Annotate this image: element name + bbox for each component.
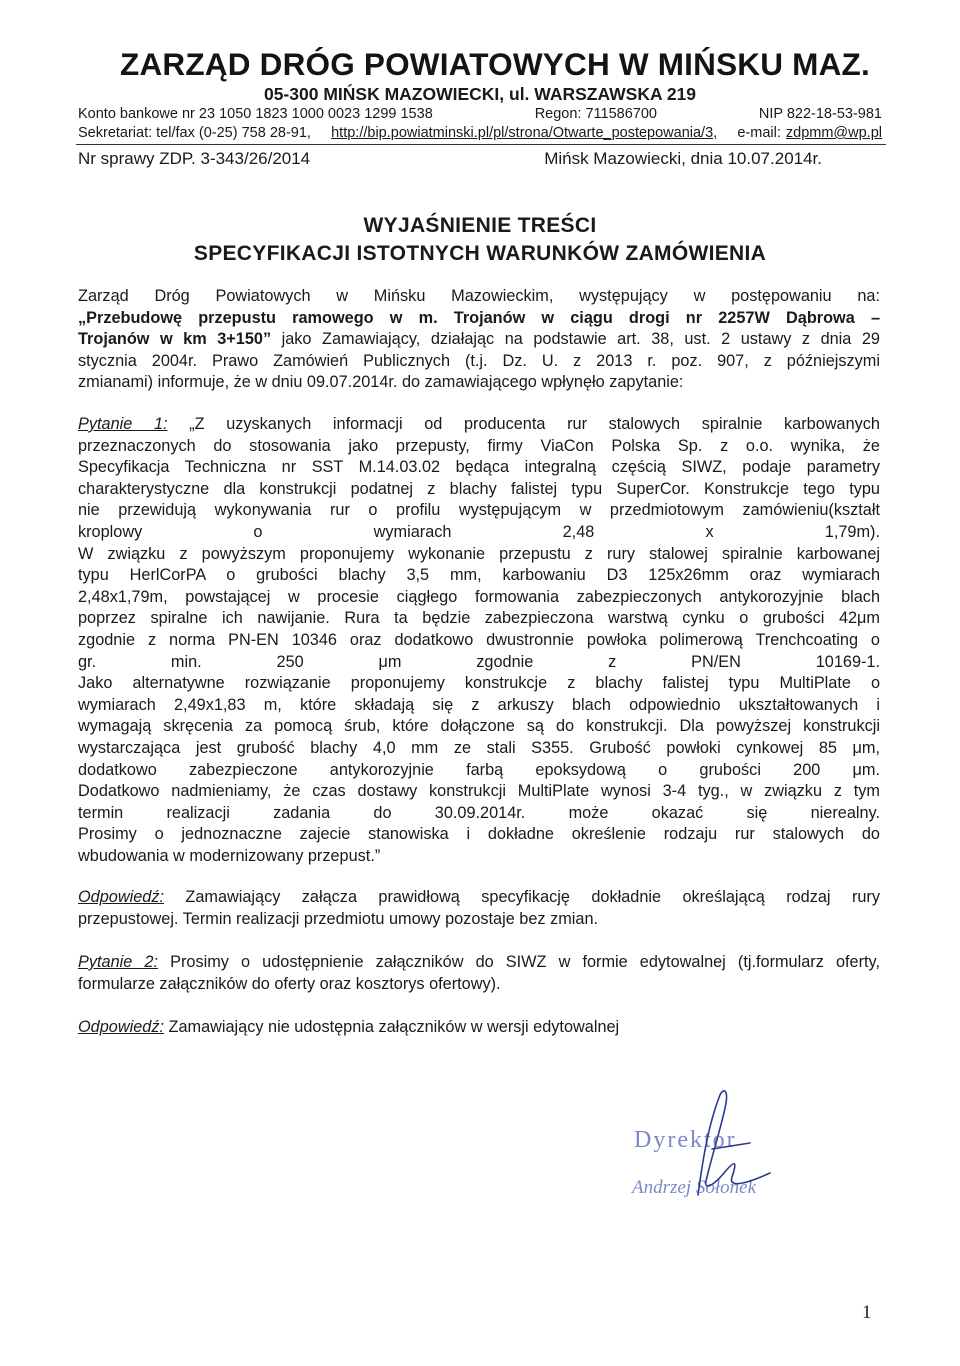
project-name-end: Trojanów w km 3+150”: [78, 330, 272, 349]
intro-line: zmianami) informuje, że w dniu 09.07.2014r. do zamawiającego wpłynęło zapytanie:: [78, 373, 684, 392]
text-line: [78, 457, 880, 479]
line-text: wymiarach 2,49x1,83 m, które składają się z arkuszy blach odpowiednio ukształtowanych i: [78, 695, 880, 714]
question-label: Pytanie 2:: [78, 953, 158, 971]
page-number: 1: [862, 1302, 872, 1323]
question-2-block: [78, 952, 880, 995]
regon-number: Regon: 711586700: [534, 106, 657, 122]
text-line: [78, 824, 880, 846]
email-link[interactable]: zdpmm@wp.pl: [785, 125, 882, 141]
line-text: kroplowy o wymiarach 2,48 x 1,79m).: [78, 522, 880, 541]
text-line: [78, 846, 880, 868]
line-text: W związku z powyższym proponujemy wykonanie przepustu z rury stalowej spiralnie karbowanej: [78, 544, 880, 563]
line-text: Zamawiający nie udostępnia załączników w wersji edytowalnej: [163, 1018, 620, 1036]
text-line: [78, 738, 880, 760]
text-line: [78, 479, 880, 501]
line-text: Prosimy o jednoznaczne zajecie stanowiska i dokładne określenie rodzaju rur stalowych do: [78, 825, 880, 844]
text-line: [78, 760, 880, 782]
intro-line: stycznia 2004r. Prawo Zamówień Publicznych (t.j. Dz. U. z 2013 r. poz. 907, z późniejszymi: [78, 351, 880, 370]
intro-line: [78, 329, 880, 351]
line-text: przeznaczonych do stosowania jako przepusty, firmy ViaCon Polska Sp. z o.o. wynika, że: [78, 436, 880, 455]
organization-name: ZARZĄD DRÓG POWIATOWYCH W MIŃSKU MAZ.: [120, 46, 870, 82]
secretariat-phone: Sekretariat: tel/fax (0-25) 758 28-91,: [78, 125, 311, 141]
stamp-title: Dyrektor: [634, 1127, 737, 1153]
text-line: [78, 522, 880, 544]
line-text: Zamawiający załącza prawidłową specyfikację dokładnie określającą rodzaj rury: [163, 888, 880, 906]
line-text: nie przewidują wykonywania rur o profilu występującym w przedmiotowym zamówieniu(kształt: [78, 501, 880, 520]
answer-label: Odpowiedź:: [78, 1018, 164, 1036]
line-text: wbudowania w modernizowany przepust.”: [78, 846, 381, 865]
line-text: przepustowej. Termin realizacji przedmiotu umowy pozostaje bez zmian.: [78, 909, 599, 928]
text-line: [78, 716, 880, 738]
bank-account: Konto bankowe nr 23 1050 1823 1000 0023 1299 1538: [78, 106, 433, 122]
email-group: [737, 125, 882, 141]
text-line: [78, 952, 880, 974]
text-line: [78, 565, 880, 587]
header-bank-line: [78, 106, 882, 122]
reference-line: [78, 149, 822, 169]
text-line: [78, 630, 880, 652]
place-date: Mińsk Mazowiecki, dnia 10.07.2014r.: [544, 149, 822, 168]
line-text: dodatkowo zabezpieczone antykorozyjnie farbą epoksydową o grubości 200 μm.: [78, 760, 880, 779]
text-line: [78, 587, 880, 609]
stamp-name: Andrzej Sołonek: [632, 1177, 757, 1198]
signature-stamp: [620, 1085, 820, 1205]
line-text: 2,48x1,79m, powstającej w procesie ciągłego formowania zabezpieczonych antykorozyjnie blach: [78, 587, 880, 606]
text-line: [78, 1017, 880, 1039]
intro-line: Zarząd Dróg Powiatowych w Mińsku Mazowieckim, występujący w postępowaniu na:: [78, 287, 880, 305]
text-line: [78, 436, 880, 458]
text-line: [78, 887, 880, 909]
line-text: wymagają skręcenia za pomocą śrub, które dołączone są do konstrukcji. Dla powyższej konstrukcji: [78, 717, 880, 736]
text-line: [78, 781, 880, 803]
line-text: wystarczająca jest grubość blachy 4,0 mm ze stali S355. Grubość powłoki cynkowej 85 μm,: [78, 738, 880, 757]
nip-number: NIP 822-18-53-981: [758, 106, 882, 122]
text-line: [78, 652, 880, 674]
title-line-2: SPECYFIKACJI ISTOTNYCH WARUNKÓW ZAMÓWIENIA: [193, 242, 767, 265]
text-line: [78, 544, 880, 566]
text-line: [78, 414, 880, 436]
project-name: „Przebudowę przepustu ramowego w m. Trojanów w ciągu drogi nr 2257W Dąbrowa –: [78, 308, 880, 327]
line-text: Specyfikacja Techniczna nr SST M.14.03.02 będąca integralną częścią SIWZ, podaje parametry: [78, 458, 880, 477]
answer-label: Odpowiedź:: [78, 888, 164, 906]
case-number: Nr sprawy ZDP. 3-343/26/2014: [78, 149, 311, 168]
question-1-block: [78, 414, 880, 867]
header-contact-line: [78, 125, 882, 141]
answer-1-block: [78, 887, 880, 930]
line-text: formularze załączników do oferty oraz kosztorys ofertowy).: [78, 974, 501, 993]
title-line-1: WYJAŚNIENIE TREŚCI: [363, 214, 597, 237]
text-line: [78, 695, 880, 717]
line-text: termin realizacji zadania do 30.09.2014r. może okazać się nierealny.: [78, 803, 880, 822]
line-text: Jako alternatywne rozwiązanie proponujemy konstrukcje z blachy falistej typu MultiPlate o: [78, 674, 880, 693]
text-line: [78, 673, 880, 695]
line-text: charakterystyczne dla konstrukcji podatnej z blachy falistej typu SuperCor. Konstrukcje tego typu: [78, 479, 880, 498]
intro-text: jako Zamawiający, działając na podstawie art. 38, ust. 2 ustawy z dnia 29: [271, 330, 880, 349]
line-text: gr. min. 250 μm zgodnie z PN/EN 10169-1.: [78, 652, 880, 671]
intro-paragraph: [78, 286, 880, 394]
line-text: Prosimy o udostępnienie załączników do SIWZ w formie edytowalnej (tj.formularz oferty,: [158, 953, 880, 971]
line-text: poprzez spiralne ich nawijanie. Rura ta będzie zabezpieczona warstwą cynku o grubości 42μm: [78, 609, 880, 628]
text-line: [78, 909, 880, 931]
document-title: [120, 212, 840, 268]
text-line: [78, 500, 880, 522]
line-text: zgodnie z norma PN-EN 10346 oraz dodatkowo dwustronnie powłoka polimerową Trenchcoating o: [78, 630, 880, 649]
text-line: [78, 608, 880, 630]
answer-2-block: [78, 1017, 880, 1039]
text-line: [78, 803, 880, 825]
line-text: „Z uzyskanych informacji od producenta rur stalowych spiralnie karbowanych: [167, 415, 880, 433]
intro-line: [78, 308, 880, 330]
bip-link[interactable]: http://bip.powiatminski.pl/pl/strona/Otwarte_postepowania/3,: [331, 125, 718, 141]
organization-address: 05-300 MIŃSK MAZOWIECKI, ul. WARSZAWSKA 219: [263, 84, 697, 104]
header-divider: [76, 144, 886, 145]
question-label: Pytanie 1:: [78, 415, 168, 433]
text-line: [78, 974, 880, 996]
line-text: Dodatkowo nadmieniamy, że czas dostawy konstrukcji MultiPlate wynosi 3-4 tyg., w związku z tym: [78, 782, 880, 801]
line-text: typu HerlCorPA o grubości blachy 3,5 mm, karbowaniu D3 125x26mm oraz wymiarach: [78, 566, 880, 585]
email-label: e-mail:: [737, 125, 781, 141]
